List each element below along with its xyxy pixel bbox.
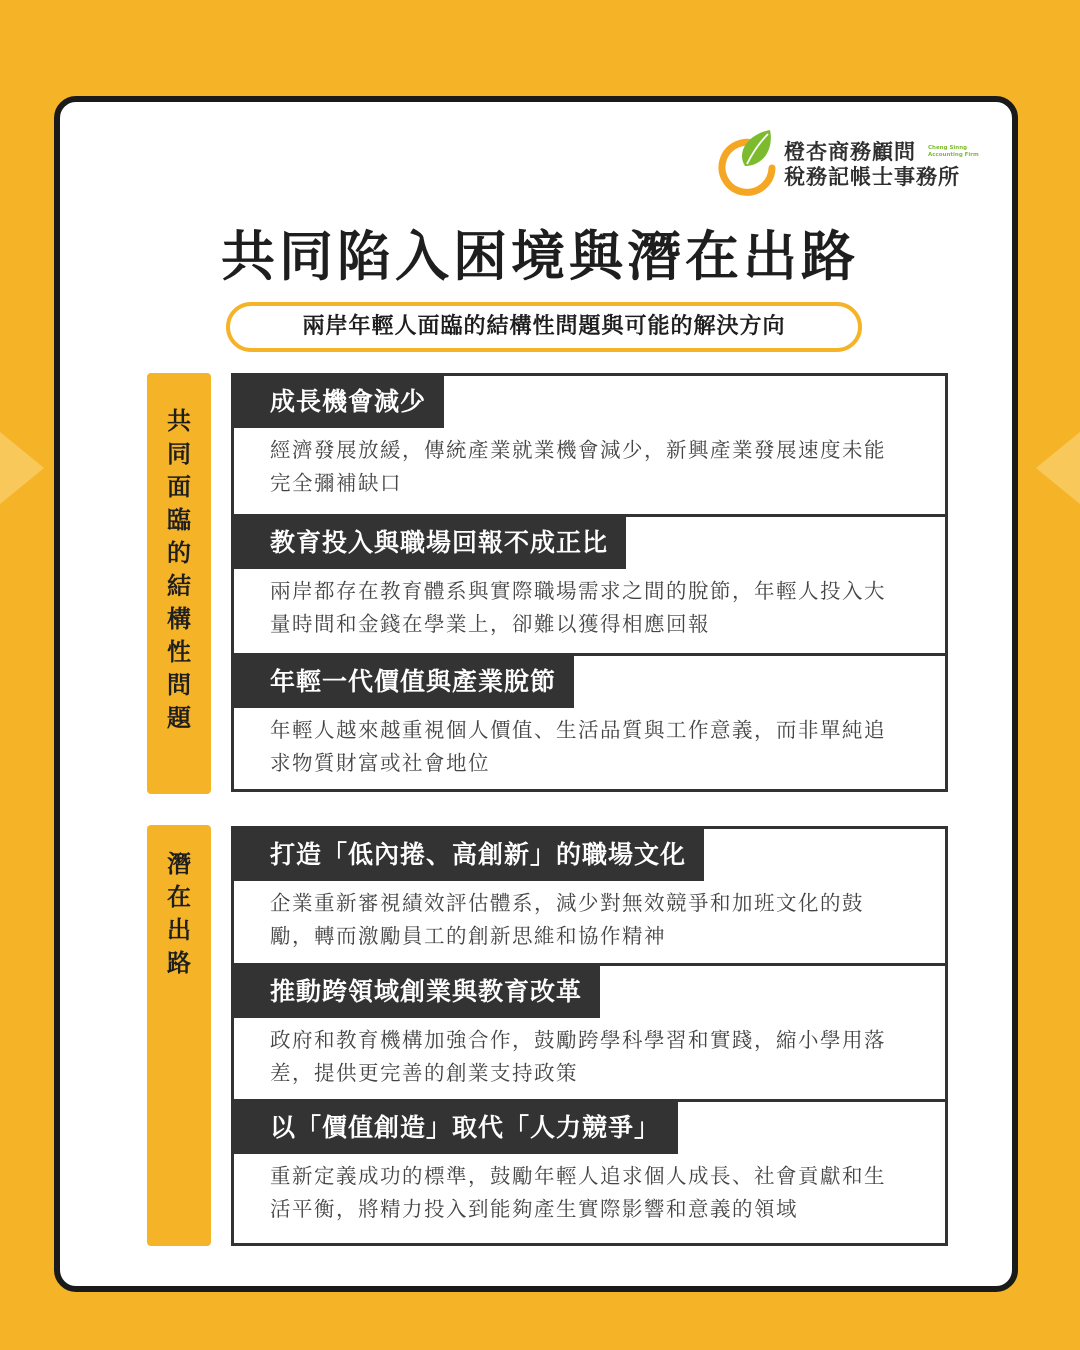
item-heading: 年輕一代價值與產業脫節 [234, 656, 574, 708]
section-label-char: 結 [167, 572, 191, 600]
item-heading: 教育投入與職場回報不成正比 [234, 517, 626, 569]
item-heading: 以「價值創造」取代「人力競爭」 [234, 1102, 678, 1154]
section-label-char: 性 [167, 638, 191, 666]
item-heading: 推動跨領域創業與教育改革 [234, 966, 600, 1018]
item-body: 企業重新審視績效評估體系，減少對無效競爭和加班文化的鼓勵，轉而激勵員工的創新思維和協作精神 [270, 891, 864, 948]
logo-english-name [928, 145, 979, 159]
list-item [234, 829, 945, 963]
section-label-char: 同 [167, 440, 191, 468]
solutions-box [231, 826, 948, 1246]
section-label-char: 題 [167, 704, 191, 732]
section-label-problems [147, 373, 211, 794]
list-item [234, 653, 945, 792]
list-item [234, 963, 945, 1102]
item-body: 經濟發展放緩，傳統產業就業機會減少，新興產業發展速度未能完全彌補缺口 [270, 438, 886, 495]
section-label-char: 的 [167, 539, 191, 567]
list-item [234, 376, 945, 514]
section-label-char: 潛 [167, 850, 191, 878]
item-heading: 打造「低內捲、高創新」的職場文化 [234, 829, 704, 881]
item-body: 重新定義成功的標準，鼓勵年輕人追求個人成長、社會貢獻和生活平衡，將精力投入到能夠產生實際影響和意義的領域 [270, 1164, 886, 1221]
section-label-char: 在 [167, 883, 191, 911]
section-label-char: 出 [167, 916, 191, 944]
logo-name-line1: 橙杏商務顧問 [784, 140, 916, 164]
item-heading: 成長機會減少 [234, 376, 444, 428]
section-label-char: 路 [167, 949, 191, 977]
section-label-char: 構 [167, 605, 191, 633]
item-body: 兩岸都存在教育體系與實際職場需求之間的脫節，年輕人投入大量時間和金錢在學業上，卻難以獲得相應回報 [270, 579, 886, 636]
subtitle-pill: 兩岸年輕人面臨的結構性問題與可能的解決方向 [226, 302, 862, 352]
left-side-arrow-decoration [0, 432, 44, 504]
logo-english-line1: Cheng Sinng [928, 145, 968, 151]
list-item [234, 1099, 945, 1246]
company-logo [712, 128, 1002, 198]
problems-box [231, 373, 948, 792]
logo-name-line2: 稅務記帳士事務所 [784, 165, 960, 189]
item-body: 政府和教育機構加強合作，鼓勵跨學科學習和實踐，縮小學用落差，提供更完善的創業支持政策 [270, 1028, 886, 1085]
page-title: 共同陷入困境與潛在出路 [221, 225, 859, 288]
section-label-char: 共 [167, 407, 191, 435]
section-label-solutions [147, 825, 211, 1246]
item-body: 年輕人越來越重視個人價值、生活品質與工作意義，而非單純追求物質財富或社會地位 [270, 718, 886, 775]
list-item [234, 514, 945, 656]
section-label-char: 面 [167, 473, 191, 501]
logo-english-line2: Accounting Firm [928, 152, 979, 158]
orange-leaf-logo-icon [712, 128, 782, 198]
section-label-char: 問 [167, 671, 191, 699]
section-label-char: 臨 [167, 506, 191, 534]
right-side-arrow-decoration [1036, 432, 1080, 504]
